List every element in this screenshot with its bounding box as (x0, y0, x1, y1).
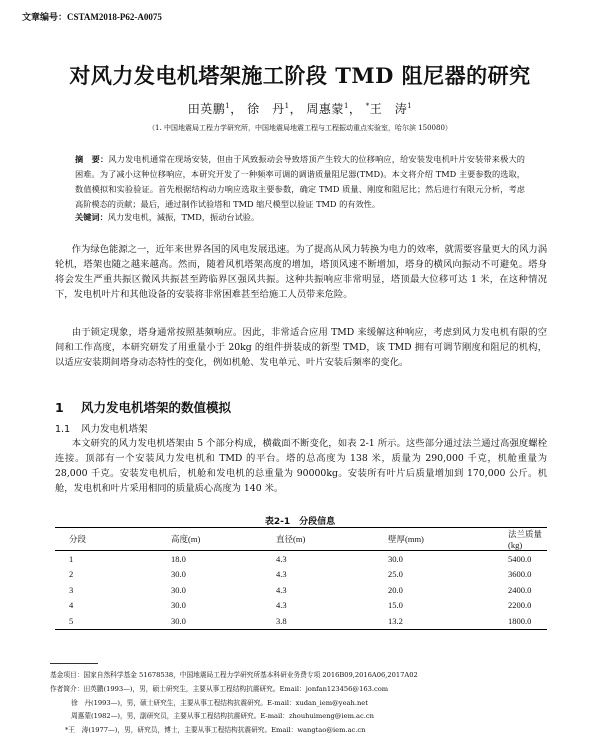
table-cell: 30.0 (171, 600, 186, 611)
author-bio-label: 作者简介： (50, 685, 84, 693)
table-cell: 4.3 (276, 600, 287, 611)
column-header: 法兰质量(kg) (508, 528, 547, 551)
keywords (75, 212, 525, 223)
column-header: 直径(m) (276, 528, 388, 551)
table-cell: 4.3 (276, 584, 287, 595)
table-cell: 25.0 (388, 569, 403, 580)
body-paragraph: 本文研究的风力发电机塔架由 5 个部分构成，横截面不断变化，如表 2-1 所示。这些部分通过法兰通过高强度螺栓连接。顶部有一个安装风力发电机和 TMD 的平台。塔的总高度为 138 米，质量为 290,000 千克，机舱重量为 28,000 千克。安装发电机后，机舱和发电机的总重量为 90000kg。安装所有叶片后质量增加到 170,000 公斤。机舱，发电机和叶片采用相同的质量质心高度为 140 米。 (55, 438, 547, 494)
intro-paragraph-2: 由于锁定现象，塔身通常按照基频响应。因此，非常适合应用 TMD 来缓解这种响应，考虑到风力发电机有限的空间和工作高度，本研究研发了用重量小于 20kg 的组件拼装成的新型 TMD，该 TMD 拥有可调节刚度和阻尼的机构，以适应安装期间塔身动态特性的变化，例如机舱、发电单元、叶片安装后频率的变化。 (55, 327, 547, 368)
author: 徐 丹$^1$， (247, 102, 303, 116)
table-cell: 13.2 (388, 613, 508, 629)
table-row (55, 613, 547, 629)
table-cell: 5 (55, 613, 171, 629)
section-title: 风力发电机塔架的数值模拟 (81, 400, 232, 415)
table-cell: 3600.0 (508, 569, 532, 580)
table-row (55, 567, 547, 583)
table-header-row (55, 528, 547, 551)
table-cell: 1 (69, 553, 74, 564)
table-cell: 5400.0 (508, 553, 532, 564)
table-cell: 30.0 (388, 553, 403, 564)
table-cell: 4.3 (276, 553, 287, 564)
column-header: 高度(m) (171, 528, 276, 551)
section-number: 1 (55, 400, 64, 415)
table-cell: 15.0 (388, 600, 403, 611)
table-cell: 1800.0 (508, 613, 547, 629)
column-header: 壁厚(mm) (388, 528, 508, 551)
segment-table (55, 527, 547, 630)
author: *王 涛$^1$ (365, 102, 413, 116)
keywords-text: 风力发电机，減振，TMD，振动台试验。 (107, 212, 260, 222)
table-cell: 3 (69, 584, 74, 595)
table-cell: 20.0 (388, 584, 403, 595)
abstract-label: 摘 要： (75, 154, 109, 164)
table-cell: 3.8 (276, 613, 388, 629)
author: 田英鹏$^1$， (187, 102, 243, 116)
abstract (75, 152, 525, 212)
funding-footnote: 基金项目：国家自然科学基金 51678538，中国地震局工程力学研究所基本科研业务费专项 2016B09,2016A06,2017A02 (50, 671, 418, 679)
table-row (55, 598, 547, 614)
table-cell: 30.0 (171, 613, 276, 629)
subsection-title: 风力发电机塔架 (81, 424, 148, 435)
table-cell: 2400.0 (508, 584, 532, 595)
table-cell: 2200.0 (508, 600, 532, 611)
affiliation: （1. 中国地震局工程力学研究所，中国地震局地震工程与工程振动重点实验室，哈尔滨 150080） (148, 124, 452, 132)
subsection-heading (55, 421, 148, 435)
table-cell: 18.0 (171, 553, 186, 564)
table-caption: 表2-1 分段信息 (264, 517, 336, 527)
author-list (0, 100, 600, 117)
section-heading (55, 398, 231, 416)
author-bio: *王 涛(1977—)，男，研究员，博士，主要从事工程结构抗震研究。Email：wangtao@iem.ac.cn (65, 726, 366, 734)
table-cell: 2 (69, 569, 74, 580)
keywords-label: 关键词： (75, 212, 108, 222)
intro-paragraph-1: 作为绿色能源之一，近年来世界各国的风电发展迅速。为了提高从风力转换为电力的效率，就需要容量更大的风力涡轮机，塔架也随之越来越高。然而，随着风机塔架高度的增加，塔顶风速不断增加，塔身的横风向振动不可避免。塔身将会发生严重共振区微风共振甚至跨临界区强风共振。这种共振响应非常明显，塔顶最大位移可达 1 米，在这种情况下，发电机叶片和其他设备的安装将非常困难甚至给施工人员带来危险。 (55, 244, 547, 300)
column-header: 分段 (55, 528, 171, 551)
author: 周惠蒙$^1$， (306, 102, 362, 116)
author-bio: 周惠蒙(1982—)，男，副研究员，主要从事工程结构抗震研究。E-mail：zhouhuimeng@iem.ac.cn (71, 712, 374, 720)
author-bio: 徐 丹(1993—)，男，硕士研究生，主要从事工程结构抗震研究。E-mail：xudan_iem@yeah.net (71, 699, 368, 707)
table-cell: 4.3 (276, 569, 287, 580)
table-cell: 30.0 (171, 569, 186, 580)
article-number: 文章编号：CSTAM2018-P62-A0075 (22, 12, 162, 22)
table-row (55, 582, 547, 598)
subsection-number: 1.1 (55, 424, 71, 435)
author-bio: 作者简介：田英鹏(1993—)，男，硕士研究生，主要从事工程结构抗震研究。Email：jonfan123456@163.com (50, 685, 389, 693)
table-row (55, 551, 547, 567)
table-cell: 30.0 (171, 584, 186, 595)
table-cell: 4 (69, 600, 74, 611)
paper-title: 对风力发电机塔架施工阶段 TMD 阻尼器的研究 (69, 63, 531, 88)
footnote-divider (50, 663, 98, 664)
abstract-text: 风力发电机通常在现场安装，但由于风致振动会导致塔顶产生较大的位移响应，给安装发电机叶片安装带来极大的困难。为了减小这种位移响应，本研究开发了一种频率可调的调谐质量阻尼器(TMD)。本文将介绍 TMD 主要参数的选取，数值模拟和实验验证。首先根据结构动力响应选取主要参数，确定 TMD 质量、刚度和阻尼比；然后进行有限元分析，考虑高阶模态的贡献；最后，通过制作试验塔和 TMD 缩尺模型以验证 TMD 的有效性。 (75, 154, 525, 209)
